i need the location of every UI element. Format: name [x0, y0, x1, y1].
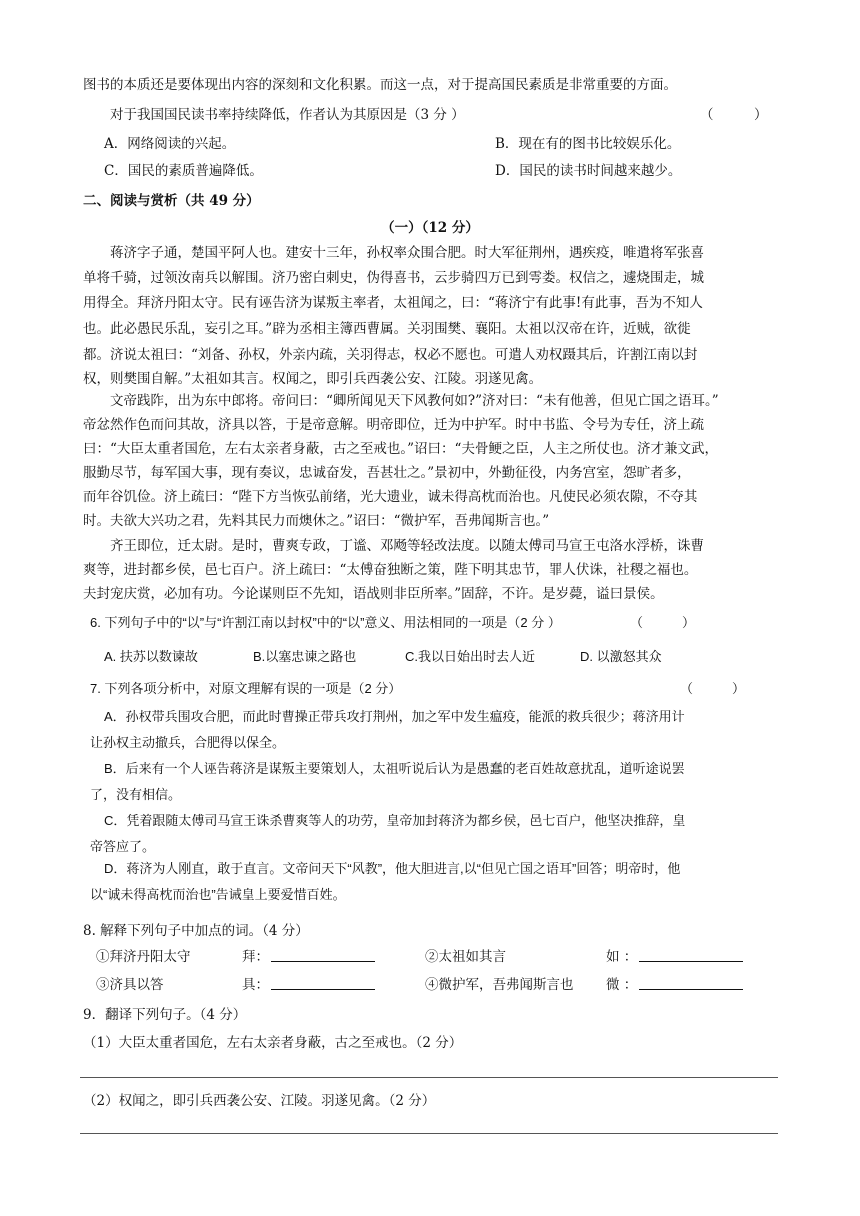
q7-option-d[interactable]: D．蒋济为人刚直，敢于直言。文帝问天下“风教”，他大胆进言,以“但见亡国之语耳”回答；明帝时，他 — [104, 861, 681, 876]
passage-line: 时。夫欲大兴功之君，先料其民力而燠休之。”诏曰：“微护军，吾弗闻斯言也。” — [83, 513, 550, 529]
q7-option-c[interactable]: C．凭着跟随太傅司马宣王诛杀曹爽等人的功劳，皇帝加封蒋济为都乡侯，邑七百户，他坚决推辞，皇 — [104, 813, 686, 828]
passage-line: 权，则樊围自解。”太祖如其言。权闻之，即引兵西袭公安、江陵。羽遂见禽。 — [83, 371, 543, 387]
section-heading: 二、阅读与赏析（共 49 分） — [83, 193, 260, 209]
q7-stem: 7. 下列各项分析中，对原文理解有误的一项是（2 分） — [90, 681, 402, 696]
q8-word-label-1: 拜： — [242, 949, 269, 965]
q9-answer-line-2[interactable] — [80, 1133, 778, 1134]
q9-sentence-2: （2）权闻之，即引兵西袭公安、江陵。羽遂见禽。（2 分） — [83, 1093, 436, 1109]
passage-line: 齐王即位，迁太尉。是时，曹爽专政，丁谧、邓飏等轻改法度。以随太傅司马宣王屯洛水浮桥，诛曹 — [110, 538, 704, 554]
q8-word-label-3: 具： — [242, 977, 269, 993]
passage-line: 用得全。拜济丹阳太守。民有诬告济为谋叛主率者，太祖闻之，曰：“蒋济宁有此事!有此事，吾为不知人 — [83, 295, 703, 311]
q8-word-label-2: 如 ： — [606, 949, 638, 965]
q7-option-b[interactable]: B．后来有一个人诬告蒋济是谋叛主要策划人，太祖听说后认为是愚蠢的老百姓故意扰乱，道听途说罢 — [104, 761, 685, 776]
q9-answer-line-1[interactable] — [80, 1077, 778, 1078]
q7-option-d-cont: 以“诚未得高枕而治也”告诫皇上要爱惜百姓。 — [90, 887, 346, 902]
q7-option-a[interactable]: A．孙权带兵围攻合肥，而此时曹操正带兵攻打荆州，加之军中发生瘟疫，能派的救兵很少；蒋济用计 — [104, 709, 685, 724]
q6-option-b[interactable]: B.以塞忠谏之路也 — [253, 649, 357, 664]
q8-answer-blank-2[interactable] — [639, 948, 743, 962]
q8-item-4 — [606, 976, 743, 994]
q7-option-a-cont: 让孙权主动撤兵，合肥得以保全。 — [90, 735, 286, 750]
q9-stem: 9．翻译下列句子。（4 分） — [83, 1007, 247, 1023]
q8-answer-blank-4[interactable] — [639, 976, 743, 990]
q5-option-d[interactable]: D．国民的读书时间越来越少。 — [495, 163, 682, 179]
q6-stem: 6. 下列句子中的“以”与“许割江南以封权”中的“以”意义、用法相同的一项是（2 分 ） — [90, 615, 561, 630]
sub-heading: （一）（12 分） — [381, 220, 479, 236]
q8-sentence-4: ④微护军，吾弗闻斯言也 — [425, 977, 574, 993]
q6-option-c[interactable]: C.我以日始出时去人近 — [405, 649, 536, 664]
q8-word-label-4: 微 ： — [606, 977, 638, 993]
q8-answer-blank-3[interactable] — [271, 976, 375, 990]
passage-line: 帝忿然作色而问其故，济具以答，于是帝意解。明帝即位，迁为中护军。时中书监、令号为专任，济上疏 — [83, 417, 704, 433]
passage-line: 爽等，进封都乡侯，邑七百户。济上疏曰：“太傅奋独断之策，陛下明其忠节，罪人伏诛，社稷之福也。 — [83, 562, 698, 578]
passage-line: 都。济说太祖曰：“刘备、孙权，外亲内疏，关羽得志，权必不愿也。可遣人劝权蹑其后，许割江南以封 — [83, 347, 698, 363]
q5-option-c[interactable]: C．国民的素质普遍降低。 — [104, 163, 263, 179]
passage-line: 夫封宠庆赏，必加有功。今论谋则臣不先知，语战则非臣所率。”固辞，不许。是岁薨，谥曰景侯。 — [83, 586, 664, 602]
q8-item-1 — [242, 948, 375, 966]
q6-option-d[interactable]: D. 以激怒其众 — [580, 649, 662, 664]
q6-answer-paren[interactable]: （ ） — [630, 615, 696, 630]
q5-answer-paren[interactable]: （ ） — [700, 107, 768, 123]
q9-sentence-1: （1）大臣太重者国危，左右太亲者身蔽，古之至戒也。（2 分） — [83, 1035, 463, 1051]
passage-line: 蒋济字子通，楚国平阿人也。建安十三年，孙权率众围合肥。时大军征荆州，遇疾疫，唯遣将军张喜 — [110, 245, 704, 261]
q8-stem: 8. 解释下列句子中加点的词。（4 分） — [83, 923, 309, 939]
q8-sentence-2: ②太祖如其言 — [425, 949, 506, 965]
q5-stem: 对于我国国民读书率持续降低，作者认为其原因是（3 分 ） — [110, 107, 465, 123]
q5-option-a[interactable]: A．网络阅读的兴起。 — [104, 136, 236, 152]
q8-item-3 — [242, 976, 375, 994]
passage-line: 曰：“大臣太重者国危，左右太亲者身蔽，古之至戒也。”诏曰：“夫骨鲠之臣，人主之所仗也。济才兼文武， — [83, 441, 718, 457]
q8-answer-blank-1[interactable] — [271, 948, 375, 962]
passage-line: 单将千骑，过领汝南兵以解围。济乃密白刺史，伪得喜书，云步骑四万已到雩娄。权信之，遽烧围走，城 — [83, 270, 704, 286]
passage-line: 也。此必愚民乐乱，妄引之耳。”辟为丞相主簿西曹属。关羽围樊、襄阳。太祖以汉帝在许，近贼，欲徙 — [83, 321, 691, 337]
q7-option-b-cont: 了，没有相信。 — [90, 787, 182, 802]
q7-option-c-cont: 帝答应了。 — [90, 839, 156, 854]
intro-line: 图书的本质还是要体现出内容的深刻和文化积累。而这一点，对于提高国民素质是非常重要的方面。 — [83, 77, 677, 93]
q8-sentence-1: ①拜济丹阳太守 — [96, 949, 191, 965]
passage-line: 而年谷饥俭。济上疏曰：“陛下方当恢弘前绪，光大遗业，诚未得高枕而治也。凡使民必须农隙，不夺其 — [83, 489, 698, 505]
q6-option-a[interactable]: A. 扶苏以数谏故 — [104, 649, 198, 664]
q8-sentence-3: ③济具以答 — [96, 977, 164, 993]
q5-option-b[interactable]: B．现在有的图书比较娱乐化。 — [495, 136, 681, 152]
q8-item-2 — [606, 948, 743, 966]
passage-line: 服勤尽节，每军国大事，现有奏议，忠诚奋发，吾甚壮之。”景初中，外勤征役，内务宫室，怨旷者多， — [83, 465, 691, 481]
passage-line: 文帝践阼，出为东中郎将。帝问曰：“卿所闻见天下风教何如?”济对曰：“未有他善，但见亡国之语耳。” — [110, 393, 719, 409]
q7-answer-paren[interactable]: （ ） — [680, 681, 746, 696]
